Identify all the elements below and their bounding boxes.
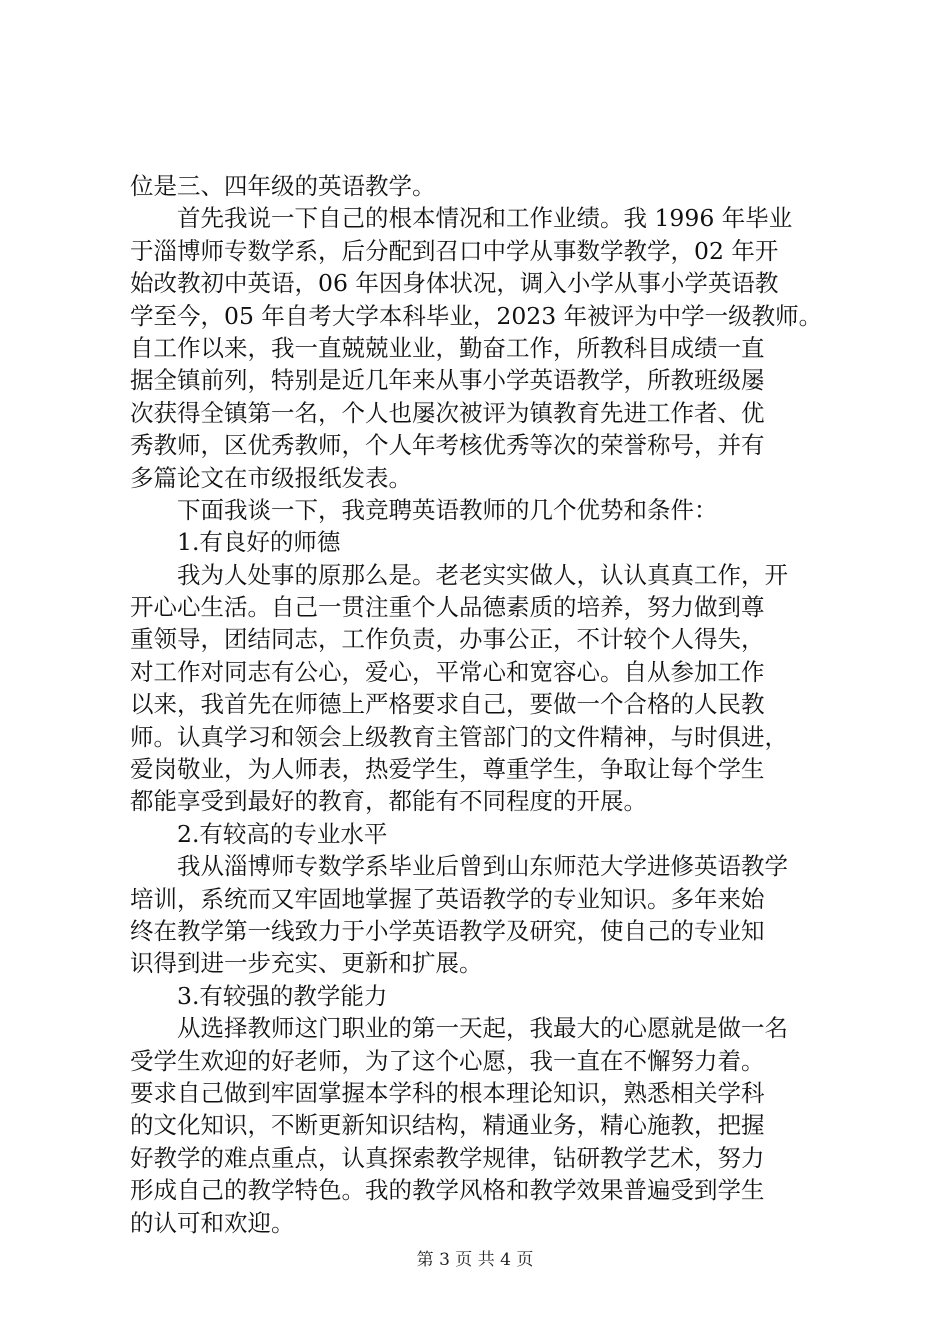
text-line: 位是三、四年级的英语教学。	[130, 172, 436, 200]
paragraph-line: 首先我说一下自己的根本情况和工作业绩。我 1996 年毕业	[177, 204, 793, 233]
text-line: 好教学的难点重点，认真探索教学规律，钻研教学艺术，努力	[130, 1143, 765, 1172]
text-line: 师。认真学习和领会上级教育主管部门的文件精神，与时俱进，	[130, 722, 788, 751]
text-line: 都能享受到最好的教育，都能有不同程度的开展。	[130, 787, 647, 816]
text-line: 秀教师，区优秀教师，个人年考核优秀等次的荣誉称号，并有	[130, 431, 765, 460]
text-line: 重领导，团结同志，工作负责，办事公正，不计较个人得失，	[130, 625, 765, 654]
text-line: 始改教初中英语，06 年因身体状况，调入小学从事小学英语教	[130, 269, 779, 298]
page-number: 第 3 页 共 4 页	[416, 1250, 534, 1270]
text-line: 据全镇前列，特别是近几年来从事小学英语教学，所教班级屡	[130, 366, 765, 395]
document-body	[130, 170, 830, 1239]
text-line: 的文化知识，不断更新知识结构，精通业务，精心施教，把握	[130, 1111, 765, 1140]
text-line: 受学生欢迎的好老师，为了这个心愿，我一直在不懈努力着。	[130, 1046, 765, 1075]
text-line: 爱岗敬业，为人师表，热爱学生，尊重学生，争取让每个学生	[130, 755, 765, 784]
text-line: 多篇论文在市级报纸发表。	[130, 463, 412, 492]
text-line: 识得到进一步充实、更新和扩展。	[130, 949, 483, 978]
text-line: 要求自己做到牢固掌握本学科的根本理论知识，熟悉相关学科	[130, 1078, 765, 1107]
text-line: 自工作以来，我一直兢兢业业，勤奋工作，所教科目成绩一直	[130, 333, 765, 362]
section-heading: 2.有较高的专业水平	[177, 819, 388, 848]
paragraph-line: 下面我谈一下，我竞聘英语教师的几个优势和条件：	[177, 495, 718, 524]
paragraph-line: 从选择教师这门职业的第一天起，我最大的心愿就是做一名	[177, 1014, 788, 1043]
text-line: 开心心生活。自己一贯注重个人品德素质的培养，努力做到尊	[130, 593, 765, 622]
text-line: 以来，我首先在师德上严格要求自己，要做一个合格的人民教	[130, 690, 765, 719]
paragraph-line: 我从淄博师专数学系毕业后曾到山东师范大学进修英语教学	[177, 852, 788, 881]
text-line: 学至今，05 年自考大学本科毕业，2023 年被评为中学一级教师。	[130, 301, 823, 330]
section-heading: 3.有较强的教学能力	[177, 981, 388, 1010]
section-heading: 1.有良好的师德	[177, 528, 341, 557]
text-line: 形成自己的教学特色。我的教学风格和教学效果普遍受到学生	[130, 1176, 765, 1205]
text-line: 终在教学第一线致力于小学英语教学及研究，使自己的专业知	[130, 916, 765, 945]
text-line: 对工作对同志有公心，爱心，平常心和宽容心。自从参加工作	[130, 657, 765, 686]
text-line: 的认可和欢迎。	[130, 1208, 295, 1237]
text-line: 培训，系统而又牢固地掌握了英语教学的专业知识。多年来始	[130, 884, 765, 913]
text-line: 于淄博师专数学系，后分配到召口中学从事数学教学，02 年开	[130, 236, 779, 265]
page-footer	[0, 1245, 950, 1270]
text-line: 次获得全镇第一名，个人也屡次被评为镇教育先进工作者、优	[130, 398, 765, 427]
paragraph-line: 我为人处事的原那么是。老老实实做人，认认真真工作，开	[177, 560, 788, 589]
